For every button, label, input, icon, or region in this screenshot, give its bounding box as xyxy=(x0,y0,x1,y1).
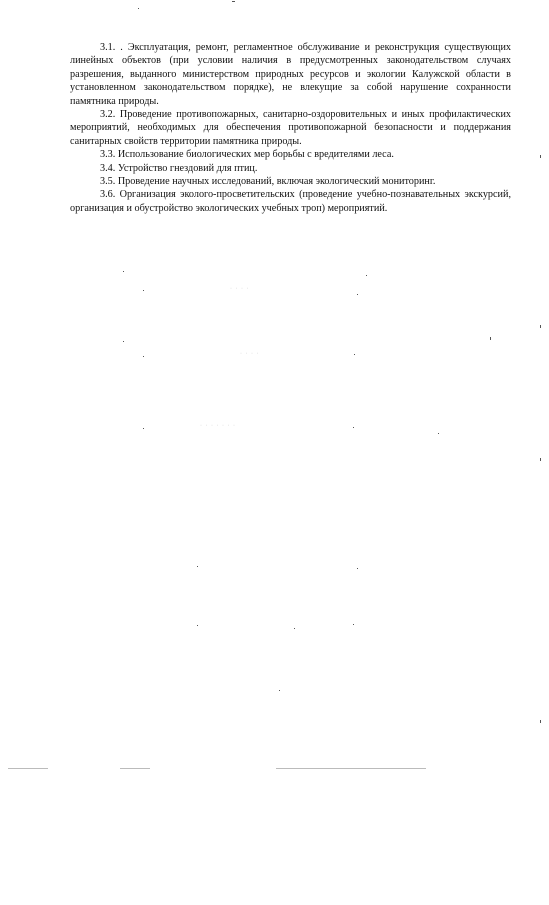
scan-speck xyxy=(143,428,144,429)
scan-speck xyxy=(540,720,541,723)
scan-speck xyxy=(123,271,124,272)
paragraph-3-2: 3.2. Проведение противопожарных, санитарно-оздоровительных и иных профилактических мероприятий, необходимых для обеспечения противопожарной безопасности и поддержания санитарных свойств территории памятника природы. xyxy=(70,109,511,147)
scan-faint-line xyxy=(8,768,48,769)
scan-faint-mark: · · · · · · · xyxy=(200,423,236,429)
scan-speck xyxy=(540,458,541,461)
scan-speck xyxy=(490,337,491,340)
scan-faint-line xyxy=(276,768,426,769)
scan-faint-mark: · · · · xyxy=(230,286,250,292)
scan-speck xyxy=(197,625,198,626)
scan-speck xyxy=(357,568,358,569)
scan-speck xyxy=(123,341,124,342)
scan-speck xyxy=(366,275,367,276)
paragraph-3-3: 3.3. Использование биологических мер борьбы с вредителями леса. xyxy=(100,149,394,161)
scan-speck xyxy=(143,356,144,357)
paragraph-3-4: 3.4. Устройство гнездовий для птиц. xyxy=(100,162,258,174)
scan-speck xyxy=(353,624,354,625)
scan-speck xyxy=(438,433,439,434)
scan-speck xyxy=(232,1,235,2)
scan-speck xyxy=(279,690,280,691)
scan-speck xyxy=(143,290,144,291)
scan-speck xyxy=(197,566,198,567)
scan-faint-line xyxy=(120,768,150,769)
paragraph-3-5: 3.5. Проведение научных исследований, включая экологический мониторинг. xyxy=(100,176,436,188)
paragraph-3-6: 3.6. Организация эколого-просветительских (проведение учебно-познавательных экскурсий, организация и обустройство экологических учебных троп) мероприятий. xyxy=(70,189,511,214)
scan-speck xyxy=(540,155,541,158)
scan-speck xyxy=(138,8,139,9)
scan-speck xyxy=(540,325,541,328)
scan-speck xyxy=(353,427,354,428)
scan-speck xyxy=(354,354,355,355)
paragraph-3-1: 3.1. . Эксплуатация, ремонт, регламентное обслуживание и реконструкция существующих линейных объектов (при условии наличия в предусмотренных законодательством случаях разрешения, выданного министерством природных ресурсов и экологии Калужской области в установленном законодательством порядке), не влекущие за собой нарушение сохранности памятника природы. xyxy=(70,42,511,107)
scan-speck xyxy=(294,628,295,629)
scan-faint-mark: · · · · xyxy=(240,351,260,357)
document-body xyxy=(70,41,511,215)
scan-speck xyxy=(357,294,358,295)
